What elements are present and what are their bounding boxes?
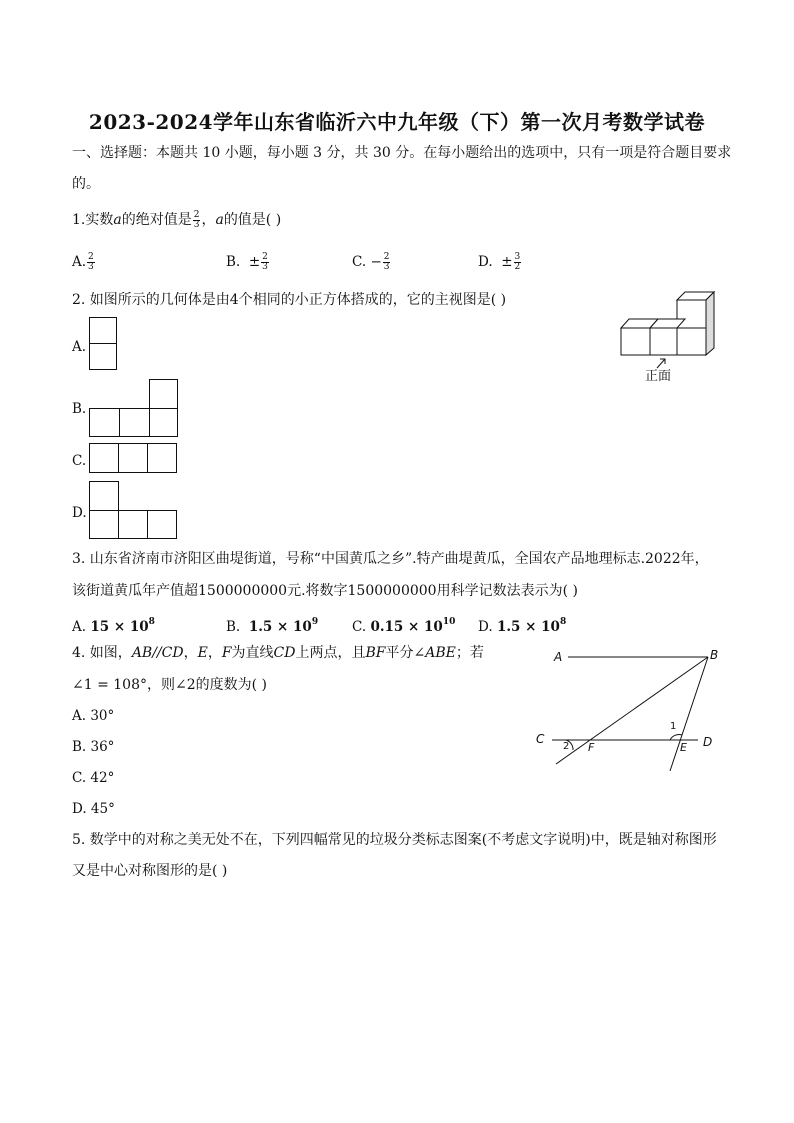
point-f-label: F [588,741,595,754]
option-fraction [514,253,522,272]
point-b-label: B [710,648,719,662]
math: F [221,645,232,661]
front-view-label: 正面 [645,369,672,384]
q1-stem [72,210,281,230]
option-fraction [87,253,95,272]
frac-den: 3 [262,262,268,272]
frac-den: 3 [383,262,390,272]
cube-side-face [706,292,714,355]
option-label: D. [478,619,493,635]
math: ∠1 = 108° [72,677,147,693]
angle-2-label: 2 [563,741,570,752]
option-exponent: 10 [442,617,456,627]
option-fraction [383,253,391,272]
option-sign: − [370,254,382,270]
q4-option-c[interactable]: C. 42° [72,770,115,786]
text: 为直线 [231,645,274,661]
q3-stem-line1: 3. 山东省济南市济阳区曲堤街道，号称“中国黄瓜之乡”.特产曲堤黄瓜，全国农产品地理标志.2022年， [72,551,709,567]
q1-post: 的值是( ) [223,212,282,228]
q3-option-d[interactable] [478,612,566,637]
q1-frac-den: 3 [193,219,200,230]
point-d-label: D [703,735,713,749]
option-label: B. [226,254,241,270]
option-base: 1.5 × 10 [248,619,312,635]
point-a-label: A [554,650,563,664]
frac-den: 3 [88,262,94,272]
option-label: C. [352,619,367,635]
math: CD [273,645,296,661]
q1-fraction [193,211,201,230]
math: E [197,645,208,661]
cube-front [650,328,677,355]
option-exponent: 8 [559,617,567,627]
math: AB//CD [131,645,184,661]
angle-1-label: 1 [670,721,677,732]
option-label: A. [72,619,87,635]
q2-option-b-figure[interactable] [88,378,182,440]
text: ，则∠2的度数为( ) [147,677,268,693]
q1-number: 1. [72,212,86,228]
option-label: D. [478,254,493,270]
cube-front [621,328,650,355]
q4-option-b[interactable]: B. 36° [72,739,115,755]
option-base: 1.5 × 10 [496,619,560,635]
q1-option-d[interactable] [478,252,522,272]
option-sign: ± [501,254,513,270]
text: ， [183,645,198,661]
option-label: B. [226,619,241,635]
q5-stem-line2: 又是中心对称图形的是( ) [72,863,228,879]
q2-option-c-figure[interactable] [88,442,180,476]
cube-front [677,328,706,355]
q1-var: a [113,212,122,228]
frac-den: 2 [514,262,521,272]
option-exponent: 8 [148,617,155,627]
line-be [670,657,708,771]
text: ， [207,645,222,661]
option-fraction [261,253,269,272]
option-exponent: 9 [311,617,319,627]
frac-num: 2 [383,252,390,262]
q4-option-a[interactable]: A. 30° [72,708,115,724]
q2-option-b-label[interactable]: B. [72,401,87,417]
text: 平分 [385,645,414,661]
exam-title: 2023-2024学年山东省临沂六中九年级（下）第一次月考数学试卷 [88,110,706,134]
q3-option-c[interactable] [352,612,455,637]
q1-pre: 实数 [85,212,114,228]
frac-num: 2 [88,252,94,262]
q3-option-a[interactable] [72,612,155,637]
q2-stem: 2. 如图所示的几何体是由4个相同的小正方体搭成的，它的主视图是( ) [72,292,507,308]
section-instruction-line2: 的。 [72,176,100,192]
q1-option-c[interactable] [352,252,391,272]
q2-option-a-figure[interactable] [88,316,120,374]
option-label: C. [352,254,367,270]
q1-var2: a [215,212,224,228]
math: BF [365,645,386,661]
q1-option-a[interactable] [72,252,96,272]
q3-option-b[interactable] [226,612,318,637]
math: ∠ABE [413,645,456,661]
q5-stem-line1: 5. 数学中的对称之美无处不在，下列四幅常见的垃圾分类标志图案(不考虑文字说明)中，既是轴对称图形 [72,832,717,848]
text: 上两点，且 [295,645,366,661]
q4-geometry-figure [530,640,730,780]
q4-stem-line1 [72,643,484,663]
q4-option-d[interactable]: D. 45° [72,801,115,817]
frac-num: 2 [262,252,268,262]
q1-mid: 的绝对值是 [121,212,192,228]
frac-num: 3 [514,252,521,262]
q2-cube-figure [615,288,725,384]
point-c-label: C [536,732,545,746]
q2-option-d-figure[interactable] [88,480,180,542]
option-base: 0.15 × 10 [370,619,443,635]
option-label: A. [72,254,87,270]
section-instruction-line1: 一、选择题：本题共 10 小题，每小题 3 分，共 30 分。在每小题给出的选项中，只有一项是符合题目要求 [72,145,732,161]
text: ；若 [455,645,484,661]
q2-option-a-label[interactable]: A. [72,339,87,355]
text: 4. 如图， [72,645,132,661]
q1-comma: ， [201,212,216,228]
option-base: 15 × 10 [90,619,149,635]
q2-option-c-label[interactable]: C. [72,453,87,469]
q4-stem-line2 [72,675,267,695]
point-e-label: E [680,741,687,754]
q3-stem-line2: 该街道黄瓜年产值超1500000000元.将数字1500000000用科学记数法表示为( ) [72,583,578,599]
q1-option-b[interactable] [226,252,270,272]
front-arrow-icon [657,359,665,368]
option-sign: ± [248,254,261,270]
q2-option-d-label[interactable]: D. [72,505,87,521]
q1-frac-num: 2 [193,209,200,220]
